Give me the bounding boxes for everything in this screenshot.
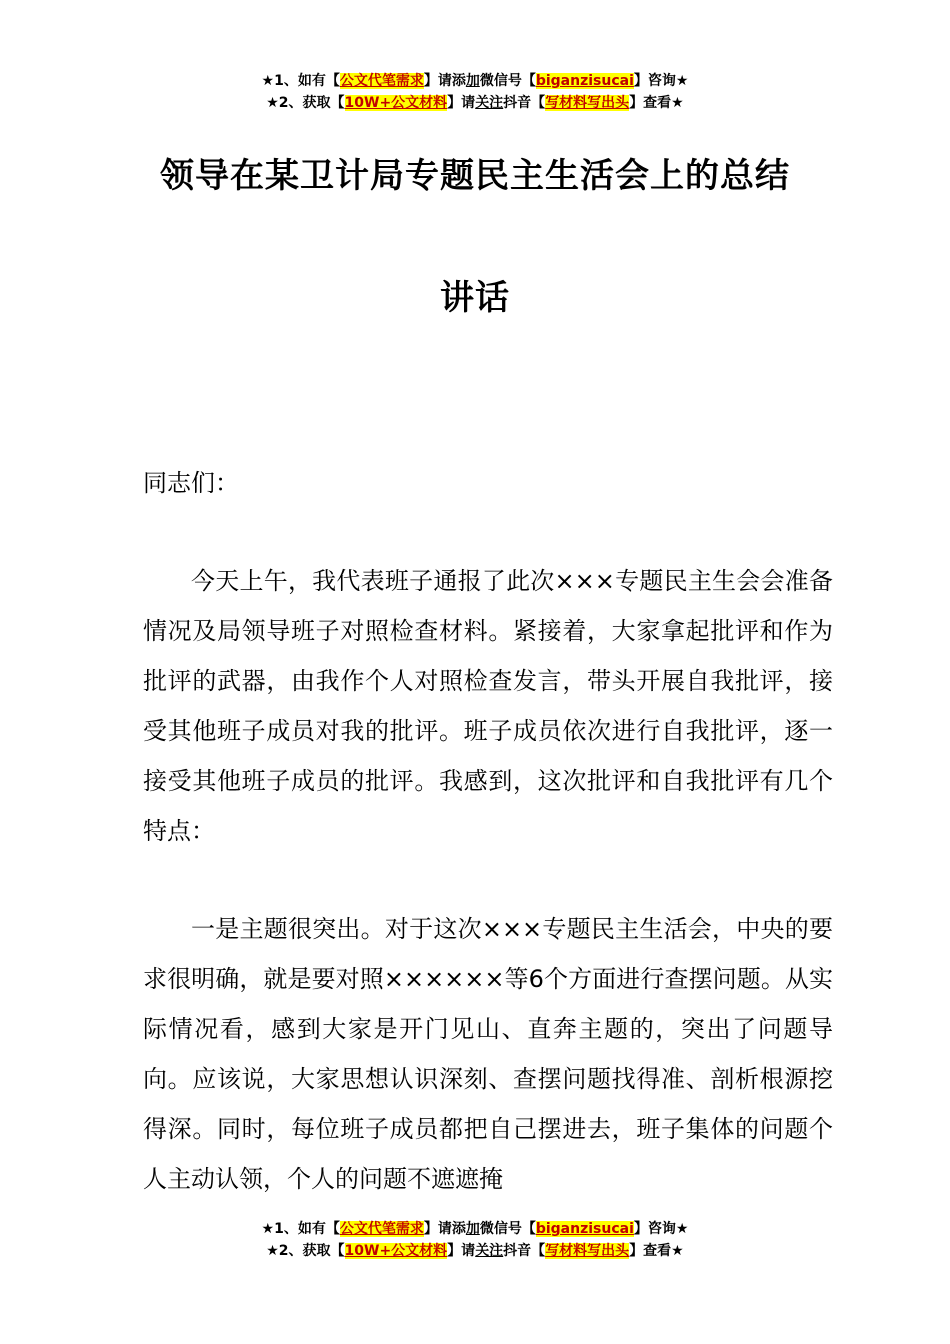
banner-text: 】查看★ — [629, 95, 684, 111]
banner-line-1 — [0, 1218, 950, 1240]
banner-text: 】咨询★ — [633, 1221, 689, 1237]
salutation: 同志们： — [143, 469, 239, 497]
banner-text: ★2、获取【 — [266, 95, 345, 111]
banner-text: 抖音【 — [503, 1243, 546, 1259]
banner-text: 】请 — [447, 1243, 476, 1259]
body-paragraph: 一是主题很突出。对于这次×××专题民主生活会，中央的要求很明确，就是要对照××××××等6个方面进行查摆问题。从实际情况看，感到大家是开门见山、直奔主题的，突出了问题导向。应该说，大家思想认识深刻、查摆问题找得准、剖析根源挖得深。同时，每位班子成员都把自己摆进去，班子集体的问题个人主动认领，个人的问题不遮遮掩 — [143, 915, 833, 1193]
document-body — [143, 458, 833, 1204]
top-banner — [0, 70, 950, 114]
banner-text: 】咨询★ — [633, 73, 689, 89]
banner-text: 】请添 — [423, 73, 466, 89]
banner-text: 】请添 — [423, 1221, 466, 1237]
body-paragraph: 今天上午，我代表班子通报了此次×××专题民主生会会准备情况及局领导班子对照检查材料。紧接着，大家拿起批评和作为批评的武器，由我作个人对照检查发言，带头开展自我批评，接受其他班子成员对我的批评。班子成员依次进行自我批评，逐一接受其他班子成员的批评。我感到，这次批评和自我批评有几个特点： — [143, 567, 833, 845]
document-title-line-1: 领导在某卫计局专题民主生活会上的总结 — [160, 156, 790, 196]
banner-underlined-text: 关注 — [475, 1243, 504, 1259]
banner-line-2 — [0, 1240, 950, 1262]
banner-highlight-materials: 10W+公文材料 — [344, 1243, 448, 1259]
document-title-line-2: 讲话 — [440, 278, 510, 318]
banner-underlined-text: 加 — [465, 1221, 480, 1237]
banner-highlight-douyin-account: 写材料写出头 — [545, 95, 630, 111]
banner-text: ★1、如有【 — [261, 73, 340, 89]
banner-line-2 — [0, 92, 950, 114]
banner-text: ★1、如有【 — [261, 1221, 340, 1237]
banner-text: ★2、获取【 — [266, 1243, 345, 1259]
banner-text: 微信号【 — [479, 73, 536, 89]
banner-line-1 — [0, 70, 950, 92]
banner-underlined-text: 关注 — [475, 95, 504, 111]
bottom-banner — [0, 1218, 950, 1262]
banner-text: 微信号【 — [479, 1221, 536, 1237]
banner-highlight-douyin-account: 写材料写出头 — [545, 1243, 630, 1259]
banner-text: 】查看★ — [629, 1243, 684, 1259]
banner-highlight-service: 公文代笔需求 — [339, 1221, 424, 1237]
banner-highlight-service: 公文代笔需求 — [339, 73, 424, 89]
banner-highlight-materials: 10W+公文材料 — [344, 95, 448, 111]
banner-text: 抖音【 — [503, 95, 546, 111]
banner-highlight-wechat-id: biganzisucai — [535, 73, 634, 89]
banner-text: 】请 — [447, 95, 476, 111]
banner-highlight-wechat-id: biganzisucai — [535, 1221, 634, 1237]
banner-underlined-text: 加 — [465, 73, 480, 89]
